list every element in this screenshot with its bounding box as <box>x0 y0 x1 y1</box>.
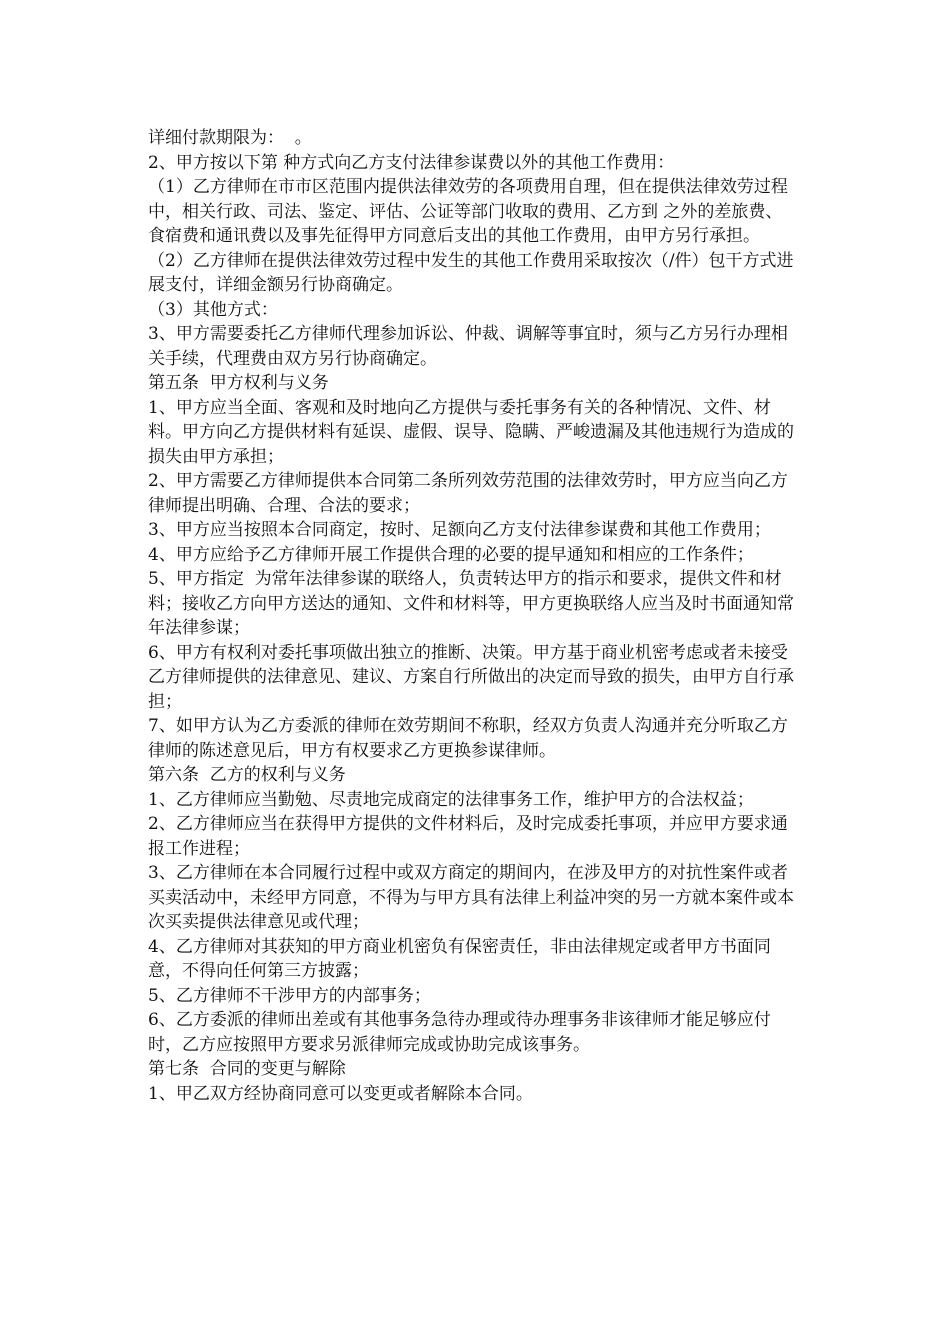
clause-paragraph: 1、甲方应当全面、客观和及时地向乙方提供与委托事务有关的各种情况、文件、材料。甲方向乙方提供材料有延误、虚假、误导、隐瞒、严峻遗漏及其他违规行为造成的损失由甲方承担； <box>148 397 794 467</box>
clause-paragraph: 6、甲方有权利对委托事项做出独立的推断、决策。甲方基于商业机密考虑或者未接受乙方律师提供的法律意见、建议、方案自行所做出的决定而导致的损失，由甲方自行承担； <box>148 642 794 712</box>
clause-paragraph: 4、乙方律师对其获知的甲方商业机密负有保密责任，非由法律规定或者甲方书面同意，不得向任何第三方披露； <box>148 936 771 981</box>
article-heading: 第六条 乙方的权利与义务 <box>148 765 346 785</box>
clause-paragraph: 5、甲方指定 为常年法律参谋的联络人，负责转达甲方的指示和要求，提供文件和材料；接收乙方向甲方送达的通知、文件和材料等，甲方更换联络人应当及时书面通知常年法律参谋； <box>148 569 794 638</box>
clause-paragraph: （2）乙方律师在提供法律效劳过程中发生的其他工作费用采取按次（/件）包干方式进展支付，详细金额另行协商确定。 <box>148 250 794 295</box>
clause-paragraph: 7、如甲方认为乙方委派的律师在效劳期间不称职，经双方负责人沟通并充分听取乙方律师的陈述意见后，甲方有权要求乙方更换参谋律师。 <box>148 716 788 761</box>
clause-paragraph: 2、甲方需要乙方律师提供本合同第二条所列效劳范围的法律效劳时，甲方应当向乙方律师提出明确、合理、合法的要求； <box>148 471 788 516</box>
article-heading: 第七条 合同的变更与解除 <box>148 1059 346 1079</box>
clause-paragraph: 5、乙方律师不干涉甲方的内部事务； <box>148 985 431 1006</box>
article-heading: 第五条 甲方权利与义务 <box>148 373 329 393</box>
clause-paragraph: （3）其他方式： <box>148 299 278 320</box>
payment-term-paragraph: 详细付款期限为： 。 <box>148 128 312 148</box>
clause-paragraph: 2、乙方律师应当在获得甲方提供的文件材料后，及时完成委托事项，并应甲方要求通报工作进程； <box>148 814 788 859</box>
clause-paragraph: 1、乙方律师应当勤勉、尽责地完成商定的法律事务工作，维护甲方的合法权益； <box>148 789 754 810</box>
clause-paragraph: 3、甲方需要委托乙方律师代理参加诉讼、仲裁、调解等事宜时，须与乙方另行办理相关手续，代理费由双方另行协商确定。 <box>148 324 788 369</box>
clause-paragraph: 1、甲乙双方经协商同意可以变更或者解除本合同。 <box>148 1083 533 1104</box>
clause-paragraph: 3、甲方应当按照本合同商定，按时、足额向乙方支付法律参谋费和其他工作费用； <box>148 520 771 540</box>
clause-paragraph: 6、乙方委派的律师出差或有其他事务急待办理或待办理事务非该律师才能足够应付时，乙方应按照甲方要求另派律师完成或协助完成该事务。 <box>148 1010 771 1055</box>
clause-paragraph: （1）乙方律师在市市区范围内提供法律效劳的各项费用自理，但在提供法律效劳过程中，相关行政、司法、鉴定、评估、公证等部门收取的费用、乙方到 之外的差旅费、食宿费和通讯费以及事先征得甲方同意后支出的其他工作费用，由甲方另行承担。 <box>148 177 788 246</box>
document-body <box>148 126 798 1106</box>
clause-paragraph: 2、甲方按以下第 种方式向乙方支付法律参谋费以外的其他工作费用： <box>148 152 675 173</box>
clause-paragraph: 4、甲方应给予乙方律师开展工作提供合理的必要的提早通知和相应的工作条件； <box>148 544 754 565</box>
clause-paragraph: 3、乙方律师在本合同履行过程中或双方商定的期间内，在涉及甲方的对抗性案件或者买卖活动中，未经甲方同意，不得为与甲方具有法律上利益冲突的另一方就本案件或本次买卖提供法律意见或代理； <box>148 863 794 932</box>
